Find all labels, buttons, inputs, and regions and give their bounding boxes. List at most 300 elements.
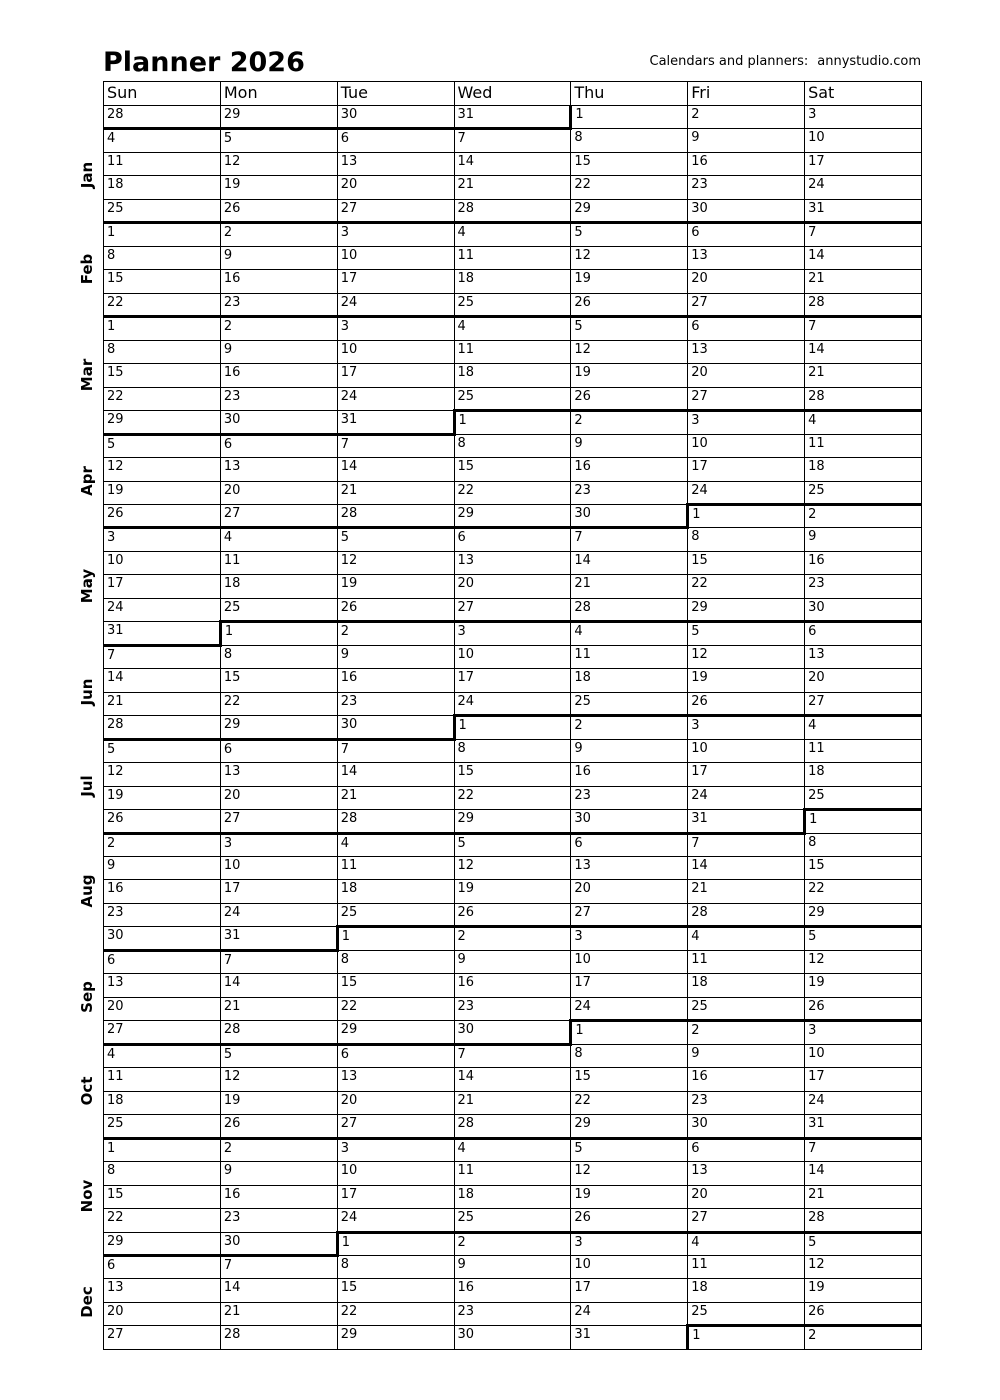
day-cell: 22 (104, 293, 221, 316)
weekday-header: Sun (104, 82, 221, 106)
day-cell: 7 (104, 645, 221, 668)
credit-site-link[interactable]: annystudio.com (817, 54, 921, 69)
page-title: Planner 2026 (103, 47, 305, 78)
week-row (104, 1232, 922, 1255)
day-cell: 1 (805, 810, 922, 833)
day-cell: 24 (220, 903, 337, 926)
day-cell: 4 (104, 1044, 221, 1067)
day-cell: 5 (688, 622, 805, 645)
week-row (104, 810, 922, 833)
day-cell: 19 (104, 481, 221, 504)
day-cell: 28 (454, 1115, 571, 1138)
day-cell: 12 (220, 152, 337, 175)
day-cell: 27 (220, 504, 337, 527)
day-cell: 15 (220, 669, 337, 692)
day-cell: 8 (337, 1255, 454, 1278)
week-row (104, 1185, 922, 1208)
day-cell: 18 (688, 974, 805, 997)
day-cell: 21 (337, 786, 454, 809)
day-cell: 9 (454, 1255, 571, 1278)
day-cell: 27 (454, 598, 571, 621)
week-row (104, 199, 922, 222)
day-cell: 25 (688, 1302, 805, 1325)
week-row (104, 1044, 922, 1067)
day-cell: 10 (337, 340, 454, 363)
day-cell: 10 (337, 246, 454, 269)
day-cell: 17 (337, 270, 454, 293)
day-cell: 21 (805, 270, 922, 293)
week-row (104, 669, 922, 692)
day-cell: 13 (337, 1068, 454, 1091)
day-cell: 15 (337, 1279, 454, 1302)
day-cell: 7 (220, 950, 337, 973)
day-cell: 23 (220, 293, 337, 316)
day-cell: 2 (454, 927, 571, 950)
day-cell: 29 (454, 504, 571, 527)
day-cell: 13 (688, 246, 805, 269)
day-cell: 26 (571, 1209, 688, 1232)
day-cell: 28 (805, 293, 922, 316)
month-label: Jun (78, 678, 96, 706)
day-cell: 16 (454, 1279, 571, 1302)
day-cell: 22 (454, 481, 571, 504)
week-row (104, 1138, 922, 1161)
day-cell: 26 (104, 504, 221, 527)
day-cell: 1 (104, 1138, 221, 1161)
day-cell: 17 (571, 974, 688, 997)
week-row (104, 223, 922, 246)
day-cell: 21 (805, 364, 922, 387)
day-cell: 15 (104, 364, 221, 387)
day-cell: 31 (805, 1115, 922, 1138)
day-cell: 15 (104, 270, 221, 293)
week-row (104, 317, 922, 340)
day-cell: 28 (104, 716, 221, 739)
week-row (104, 481, 922, 504)
day-cell: 14 (104, 669, 221, 692)
day-cell: 14 (220, 974, 337, 997)
day-cell: 27 (337, 199, 454, 222)
day-cell: 2 (571, 716, 688, 739)
day-cell: 28 (805, 1209, 922, 1232)
day-cell: 23 (454, 1302, 571, 1325)
day-cell: 3 (337, 1138, 454, 1161)
day-cell: 12 (104, 458, 221, 481)
day-cell: 16 (220, 270, 337, 293)
day-cell: 29 (337, 1021, 454, 1044)
day-cell: 19 (805, 974, 922, 997)
day-cell: 24 (688, 481, 805, 504)
day-cell: 18 (454, 270, 571, 293)
month-label: Sep (78, 981, 96, 1013)
day-cell: 20 (571, 880, 688, 903)
day-cell: 10 (571, 950, 688, 973)
day-cell: 12 (571, 1162, 688, 1185)
month-label: Apr (78, 465, 96, 496)
day-cell: 19 (454, 880, 571, 903)
day-cell: 18 (805, 763, 922, 786)
week-row (104, 575, 922, 598)
day-cell: 1 (337, 1232, 454, 1255)
day-cell: 31 (571, 1326, 688, 1349)
day-cell: 29 (104, 411, 221, 434)
day-cell: 16 (220, 364, 337, 387)
week-row (104, 1209, 922, 1232)
week-row (104, 411, 922, 434)
day-cell: 14 (337, 458, 454, 481)
day-cell: 13 (104, 974, 221, 997)
day-cell: 8 (454, 434, 571, 457)
day-cell: 11 (688, 1255, 805, 1278)
day-cell: 10 (454, 645, 571, 668)
day-cell: 20 (454, 575, 571, 598)
week-row (104, 176, 922, 199)
day-cell: 12 (104, 763, 221, 786)
week-row (104, 340, 922, 363)
day-cell: 1 (571, 106, 688, 129)
day-cell: 24 (571, 997, 688, 1020)
day-cell: 5 (805, 1232, 922, 1255)
day-cell: 13 (805, 645, 922, 668)
week-row (104, 880, 922, 903)
day-cell: 18 (104, 176, 221, 199)
day-cell: 2 (454, 1232, 571, 1255)
day-cell: 23 (571, 786, 688, 809)
day-cell: 31 (337, 411, 454, 434)
day-cell: 13 (454, 551, 571, 574)
day-cell: 28 (805, 387, 922, 410)
day-cell: 20 (337, 176, 454, 199)
day-cell: 28 (571, 598, 688, 621)
day-cell: 7 (454, 1044, 571, 1067)
day-cell: 26 (805, 997, 922, 1020)
week-row (104, 974, 922, 997)
day-cell: 11 (688, 950, 805, 973)
day-cell: 17 (220, 880, 337, 903)
day-cell: 2 (805, 504, 922, 527)
day-cell: 8 (805, 833, 922, 856)
day-cell: 7 (805, 317, 922, 340)
day-cell: 11 (454, 340, 571, 363)
day-cell: 12 (220, 1068, 337, 1091)
day-cell: 4 (688, 1232, 805, 1255)
day-cell: 4 (454, 223, 571, 246)
day-cell: 14 (337, 763, 454, 786)
day-cell: 14 (805, 340, 922, 363)
day-cell: 2 (220, 317, 337, 340)
day-cell: 3 (805, 1021, 922, 1044)
day-cell: 10 (220, 857, 337, 880)
week-row (104, 786, 922, 809)
day-cell: 28 (220, 1326, 337, 1349)
day-cell: 26 (571, 293, 688, 316)
day-cell: 5 (805, 927, 922, 950)
day-cell: 3 (805, 106, 922, 129)
day-cell: 16 (805, 551, 922, 574)
day-cell: 7 (220, 1255, 337, 1278)
day-cell: 8 (454, 739, 571, 762)
weekday-header: Mon (220, 82, 337, 106)
day-cell: 16 (454, 974, 571, 997)
day-cell: 10 (805, 1044, 922, 1067)
day-cell: 30 (688, 1115, 805, 1138)
month-label: Feb (78, 254, 96, 285)
day-cell: 29 (104, 1232, 221, 1255)
day-cell: 13 (220, 763, 337, 786)
day-cell: 7 (337, 739, 454, 762)
day-cell: 9 (220, 246, 337, 269)
day-cell: 20 (104, 997, 221, 1020)
day-cell: 9 (805, 528, 922, 551)
day-cell: 25 (454, 387, 571, 410)
day-cell: 4 (805, 716, 922, 739)
day-cell: 20 (688, 1185, 805, 1208)
day-cell: 16 (688, 1068, 805, 1091)
day-cell: 13 (104, 1279, 221, 1302)
day-cell: 29 (454, 810, 571, 833)
day-cell: 30 (337, 106, 454, 129)
day-cell: 5 (571, 317, 688, 340)
day-cell: 26 (454, 903, 571, 926)
day-cell: 30 (454, 1326, 571, 1349)
week-row (104, 129, 922, 152)
day-cell: 20 (220, 786, 337, 809)
day-cell: 14 (454, 152, 571, 175)
day-cell: 14 (454, 1068, 571, 1091)
day-cell: 23 (454, 997, 571, 1020)
day-cell: 25 (805, 481, 922, 504)
day-cell: 6 (454, 528, 571, 551)
day-cell: 7 (688, 833, 805, 856)
day-cell: 5 (571, 1138, 688, 1161)
day-cell: 4 (688, 927, 805, 950)
day-cell: 19 (571, 1185, 688, 1208)
day-cell: 15 (571, 1068, 688, 1091)
day-cell: 11 (805, 739, 922, 762)
day-cell: 24 (805, 176, 922, 199)
day-cell: 19 (220, 176, 337, 199)
week-row (104, 997, 922, 1020)
day-cell: 2 (220, 1138, 337, 1161)
day-cell: 3 (688, 411, 805, 434)
day-cell: 13 (337, 152, 454, 175)
day-cell: 21 (688, 880, 805, 903)
day-cell: 31 (104, 622, 221, 645)
day-cell: 7 (805, 1138, 922, 1161)
day-cell: 7 (805, 223, 922, 246)
day-cell: 24 (688, 786, 805, 809)
day-cell: 6 (688, 1138, 805, 1161)
weekday-header: Fri (688, 82, 805, 106)
week-row (104, 903, 922, 926)
day-cell: 2 (220, 223, 337, 246)
day-cell: 8 (337, 950, 454, 973)
day-cell: 31 (688, 810, 805, 833)
week-row (104, 692, 922, 715)
day-cell: 12 (688, 645, 805, 668)
weekday-header: Wed (454, 82, 571, 106)
day-cell: 29 (688, 598, 805, 621)
day-cell: 19 (220, 1091, 337, 1114)
week-row (104, 645, 922, 668)
day-cell: 16 (337, 669, 454, 692)
day-cell: 20 (220, 481, 337, 504)
day-cell: 17 (571, 1279, 688, 1302)
day-cell: 21 (220, 1302, 337, 1325)
day-cell: 23 (805, 575, 922, 598)
day-cell: 24 (337, 387, 454, 410)
day-cell: 18 (571, 669, 688, 692)
day-cell: 11 (805, 434, 922, 457)
day-cell: 2 (688, 1021, 805, 1044)
day-cell: 1 (104, 223, 221, 246)
day-cell: 18 (688, 1279, 805, 1302)
day-cell: 13 (688, 1162, 805, 1185)
day-cell: 24 (805, 1091, 922, 1114)
day-cell: 21 (571, 575, 688, 598)
day-cell: 11 (454, 1162, 571, 1185)
day-cell: 6 (337, 129, 454, 152)
day-cell: 30 (337, 716, 454, 739)
day-cell: 24 (337, 293, 454, 316)
day-cell: 12 (805, 1255, 922, 1278)
day-cell: 20 (337, 1091, 454, 1114)
day-cell: 11 (220, 551, 337, 574)
day-cell: 13 (571, 857, 688, 880)
day-cell: 26 (688, 692, 805, 715)
day-cell: 8 (571, 1044, 688, 1067)
day-cell: 9 (688, 1044, 805, 1067)
day-cell: 31 (454, 106, 571, 129)
day-cell: 8 (220, 645, 337, 668)
day-cell: 14 (688, 857, 805, 880)
day-cell: 17 (688, 763, 805, 786)
credit-label: Calendars and planners: (649, 54, 809, 69)
month-label: Jan (78, 162, 96, 189)
day-cell: 17 (337, 364, 454, 387)
day-cell: 30 (454, 1021, 571, 1044)
day-cell: 23 (220, 387, 337, 410)
calendar-table (103, 81, 922, 1350)
week-row (104, 504, 922, 527)
day-cell: 8 (104, 246, 221, 269)
day-cell: 6 (337, 1044, 454, 1067)
day-cell: 5 (337, 528, 454, 551)
day-cell: 9 (220, 1162, 337, 1185)
day-cell: 6 (805, 622, 922, 645)
day-cell: 17 (454, 669, 571, 692)
day-cell: 1 (688, 1326, 805, 1349)
day-cell: 23 (337, 692, 454, 715)
day-cell: 31 (805, 199, 922, 222)
week-row (104, 1068, 922, 1091)
month-label: Oct (78, 1076, 96, 1106)
day-cell: 27 (220, 810, 337, 833)
day-cell: 19 (805, 1279, 922, 1302)
month-label: Mar (78, 358, 96, 392)
day-cell: 10 (805, 129, 922, 152)
day-cell: 29 (220, 106, 337, 129)
day-cell: 22 (688, 575, 805, 598)
week-row (104, 387, 922, 410)
day-cell: 11 (337, 857, 454, 880)
week-row (104, 1115, 922, 1138)
day-cell: 26 (571, 387, 688, 410)
day-cell: 10 (337, 1162, 454, 1185)
day-cell: 18 (220, 575, 337, 598)
day-cell: 1 (220, 622, 337, 645)
day-cell: 5 (454, 833, 571, 856)
day-cell: 6 (688, 223, 805, 246)
day-cell: 22 (805, 880, 922, 903)
day-cell: 7 (337, 434, 454, 457)
day-cell: 29 (571, 199, 688, 222)
day-cell: 16 (220, 1185, 337, 1208)
day-cell: 25 (454, 293, 571, 316)
day-cell: 17 (104, 575, 221, 598)
day-cell: 29 (220, 716, 337, 739)
day-cell: 6 (104, 1255, 221, 1278)
day-cell: 26 (104, 810, 221, 833)
day-cell: 15 (688, 551, 805, 574)
day-cell: 9 (337, 645, 454, 668)
day-cell: 5 (571, 223, 688, 246)
day-cell: 24 (337, 1209, 454, 1232)
day-cell: 4 (337, 833, 454, 856)
day-cell: 5 (104, 434, 221, 457)
week-row (104, 458, 922, 481)
week-row (104, 152, 922, 175)
day-cell: 6 (688, 317, 805, 340)
week-row (104, 246, 922, 269)
week-row (104, 716, 922, 739)
day-cell: 2 (337, 622, 454, 645)
day-cell: 3 (104, 528, 221, 551)
day-cell: 15 (571, 152, 688, 175)
day-cell: 13 (220, 458, 337, 481)
day-cell: 12 (571, 246, 688, 269)
day-cell: 21 (454, 176, 571, 199)
day-cell: 27 (337, 1115, 454, 1138)
day-cell: 28 (454, 199, 571, 222)
day-cell: 25 (454, 1209, 571, 1232)
day-cell: 16 (688, 152, 805, 175)
day-cell: 23 (220, 1209, 337, 1232)
day-cell: 2 (688, 106, 805, 129)
day-cell: 12 (571, 340, 688, 363)
day-cell: 6 (571, 833, 688, 856)
month-label: Jul (78, 774, 96, 797)
week-row (104, 833, 922, 856)
day-cell: 22 (454, 786, 571, 809)
day-cell: 16 (104, 880, 221, 903)
month-label: May (78, 568, 96, 604)
day-cell: 6 (220, 739, 337, 762)
day-cell: 2 (104, 833, 221, 856)
week-row (104, 1091, 922, 1114)
week-row (104, 622, 922, 645)
day-cell: 22 (104, 387, 221, 410)
day-cell: 28 (337, 810, 454, 833)
day-cell: 15 (454, 763, 571, 786)
day-cell: 28 (688, 903, 805, 926)
day-cell: 18 (454, 1185, 571, 1208)
day-cell: 26 (805, 1302, 922, 1325)
day-cell: 26 (337, 598, 454, 621)
week-row (104, 950, 922, 973)
day-cell: 30 (805, 598, 922, 621)
week-row (104, 598, 922, 621)
